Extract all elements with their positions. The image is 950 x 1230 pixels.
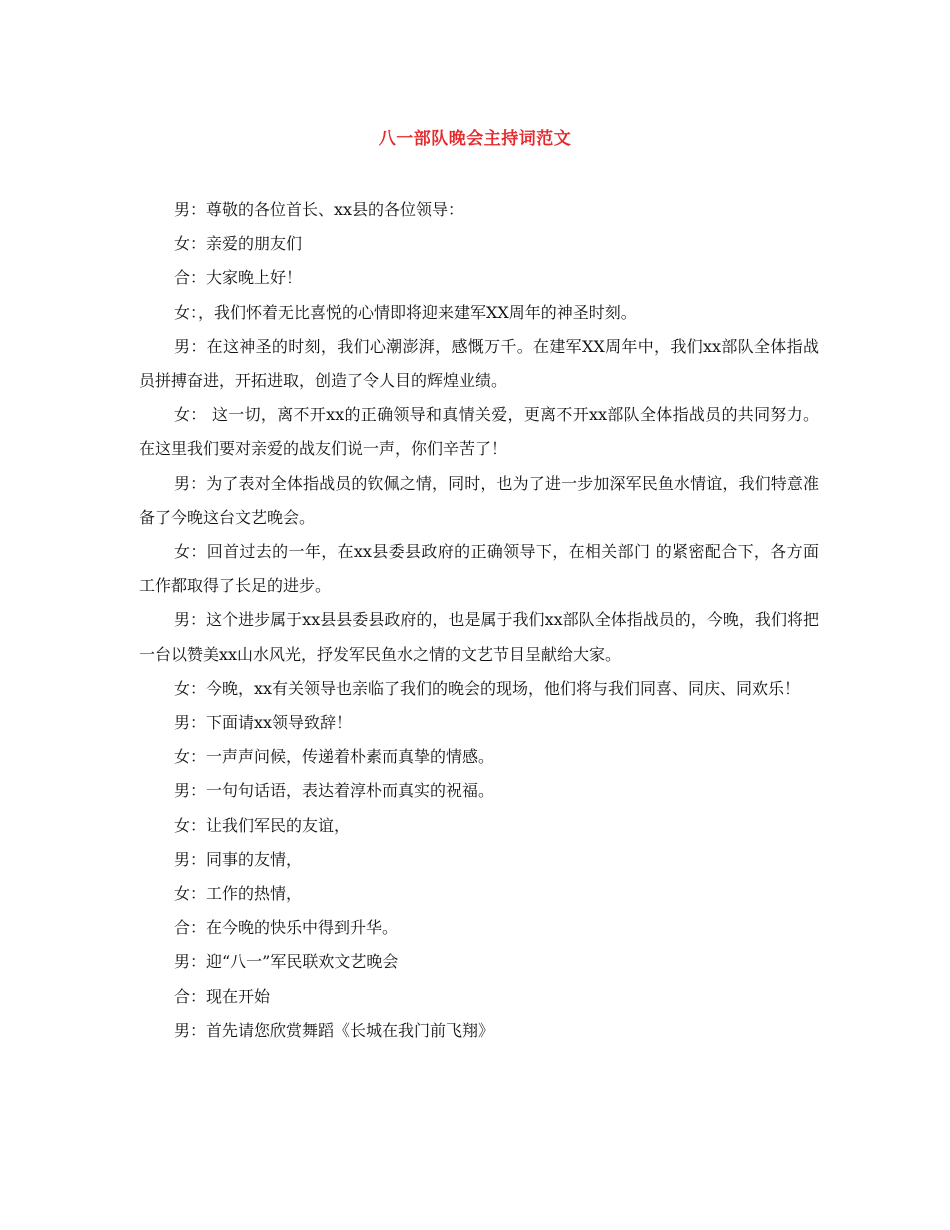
- document-title: 八一部队晚会主持词范文: [378, 129, 572, 149]
- paragraph: 女：工作的热情，: [174, 884, 303, 904]
- paragraph: 女：亲爱的朋友们: [174, 234, 303, 254]
- document-body: [139, 193, 819, 1048]
- paragraph: 合：在今晚的快乐中得到升华。: [174, 918, 399, 938]
- paragraph: 男：同事的友情，: [174, 849, 303, 869]
- paragraph: 男：迎“八一”军民联欢文艺晚会: [174, 952, 399, 972]
- paragraph: 男：首先请您欣赏舞蹈《长城在我门前飞翔》: [174, 1020, 495, 1040]
- paragraph: 男：一句句话语，表达着淳朴而真实的祝福。: [174, 781, 495, 801]
- paragraph: 女：让我们军民的友谊，: [174, 815, 351, 835]
- paragraph: 女：一声声问候，传递着朴素而真挚的情感。: [174, 747, 495, 767]
- paragraph: 男：在这神圣的时刻，我们心潮澎湃，感慨万千。在建军XX周年中，我们xx部队全体指战员拼搏奋进，开拓进取，创造了令人目的辉煌业绩。: [139, 336, 819, 391]
- paragraph: 女：回首过去的一年，在xx县委县政府的正确领导下，在相关部门 的紧密配合下，各方面工作都取得了长足的进步。: [139, 542, 819, 596]
- paragraph: 男：尊敬的各位首长、xx县的各位领导：: [174, 200, 465, 219]
- paragraph: 男：下面请xx领导致辞！: [174, 713, 353, 733]
- paragraph: 男：为了表对全体指战员的钦佩之情，同时，也为了进一步加深军民鱼水情谊，我们特意准备了今晚这台文艺晚会。: [139, 473, 819, 527]
- paragraph: 男：这个进步属于xx县县委县政府的，也是属于我们xx部队全体指战员的，今晚，我们将把一台以赞美xx山水风光，抒发军民鱼水之情的文艺节目呈献给大家。: [139, 610, 819, 664]
- paragraph: 女： 这一切，离不开xx的正确领导和真情关爱，更离不开xx部队全体指战员的共同努力。在这里我们要对亲爱的战友们说一声，你们辛苦了！: [139, 405, 819, 459]
- paragraph: 合：现在开始: [174, 986, 271, 1006]
- paragraph: 女：，我们怀着无比喜悦的心情即将迎来建军XX周年的神圣时刻。: [174, 302, 637, 322]
- paragraph: 合：大家晚上好！: [174, 268, 303, 288]
- paragraph: 女：今晚，xx有关领导也亲临了我们的晚会的现场，他们将与我们同喜、同庆、同欢乐！: [174, 678, 801, 698]
